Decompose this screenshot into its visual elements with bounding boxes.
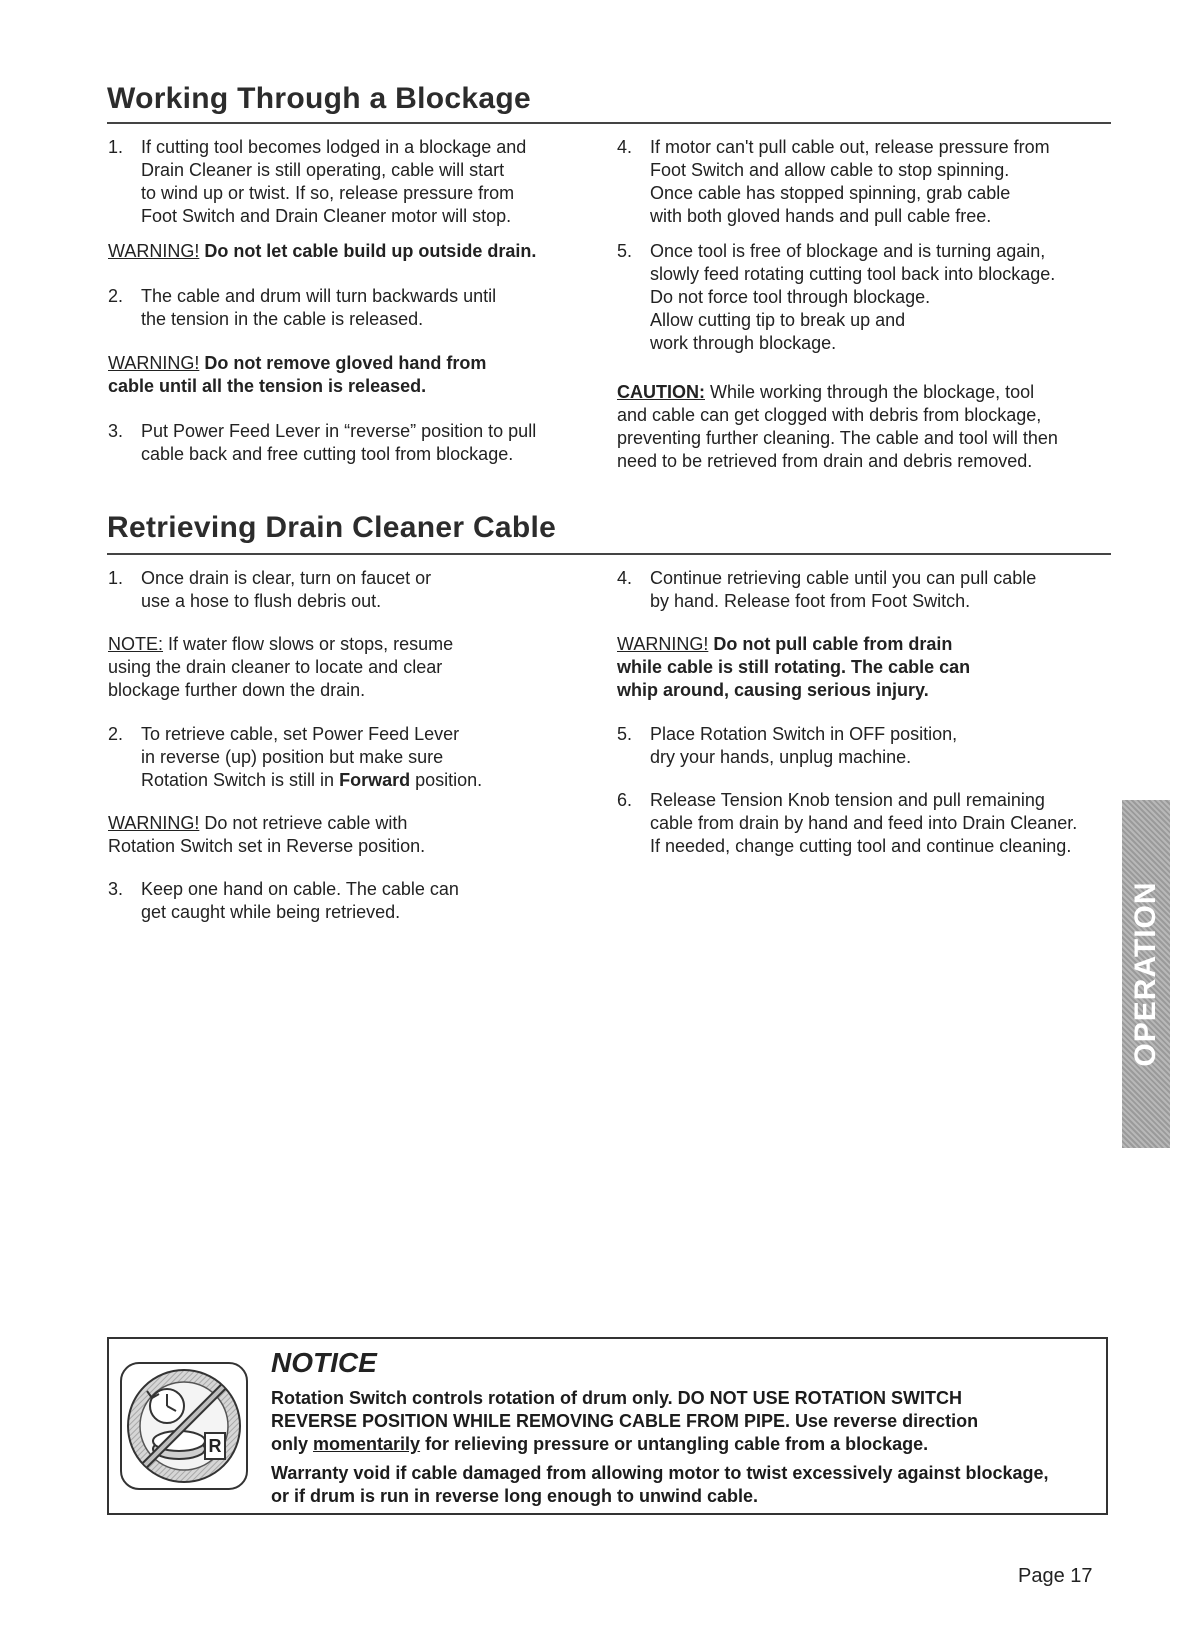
warning-block	[108, 352, 588, 398]
step-item	[108, 723, 588, 792]
step-number: 4.	[617, 568, 633, 588]
step-text: Keep one hand on cable. The cable can	[141, 879, 459, 899]
section-title-retrieving-cable: Retrieving Drain Cleaner Cable	[107, 511, 557, 544]
notice-title: NOTICE	[271, 1347, 377, 1378]
warning-block	[108, 240, 588, 263]
warning-text: cable until all the tension is released.	[108, 376, 427, 396]
section2-step2	[108, 723, 588, 792]
notice-box	[107, 1337, 1108, 1515]
step-number: 1.	[108, 137, 124, 157]
step-text: The cable and drum will turn backwards until	[141, 286, 497, 306]
note-text: blockage further down the drain.	[108, 680, 366, 700]
step-text: Once tool is free of blockage and is turning again,	[650, 241, 1046, 261]
step-text: position.	[410, 770, 483, 790]
step-number: 4.	[617, 137, 633, 157]
step-item	[617, 567, 1107, 613]
step-text: dry your hands, unplug machine.	[650, 747, 912, 767]
warning-label: WARNING!	[108, 353, 200, 373]
step-text: Put Power Feed Lever in “reverse” position to pull	[141, 421, 537, 441]
step-text: to wind up or twist. If so, release pressure from	[141, 183, 515, 203]
caution-text: preventing further cleaning. The cable and tool will then	[617, 428, 1058, 448]
section2-step1	[108, 567, 588, 613]
notice-line: Warranty void if cable damaged from allowing motor to twist excessively against blockage,	[271, 1463, 1049, 1483]
step-number: 2.	[108, 286, 124, 306]
step-text: Foot Switch and allow cable to stop spinning.	[650, 160, 1010, 180]
step-text: the tension in the cable is released.	[141, 309, 424, 329]
caution-text: and cable can get clogged with debris from blockage,	[617, 405, 1042, 425]
step-text: To retrieve cable, set Power Feed Lever	[141, 724, 460, 744]
caution-block	[617, 381, 1107, 473]
step-text: Once drain is clear, turn on faucet or	[141, 568, 432, 588]
page-number: Page 17	[1018, 1565, 1093, 1587]
step-text-emphasis: Forward	[339, 770, 411, 790]
step-text: Continue retrieving cable until you can pull cable	[650, 568, 1037, 588]
warning-label: WARNING!	[108, 813, 200, 833]
step-item	[108, 136, 588, 228]
caution-text: need to be retrieved from drain and debris removed.	[617, 451, 1033, 471]
notice-line: for relieving pressure or untangling cable from a blockage.	[420, 1434, 929, 1454]
note-block	[108, 633, 588, 702]
step-item	[108, 567, 588, 613]
notice-line: REVERSE POSITION WHILE REMOVING CABLE FROM PIPE. Use reverse direction	[271, 1411, 979, 1431]
section2-step3	[108, 878, 588, 924]
no-reverse-rotation-icon	[119, 1361, 249, 1491]
step-item	[108, 878, 588, 924]
step-text: by hand. Release foot from Foot Switch.	[650, 591, 971, 611]
notice-line: or if drum is run in reverse long enough to unwind cable.	[271, 1486, 759, 1506]
notice-text	[271, 1387, 1101, 1508]
step-text: Allow cutting tip to break up and	[650, 310, 906, 330]
warning-block	[617, 633, 1107, 702]
step-item	[108, 420, 588, 466]
step-number: 3.	[108, 421, 124, 441]
step-text: Do not force tool through blockage.	[650, 287, 931, 307]
section2-step4	[617, 567, 1107, 613]
section1-step4	[617, 136, 1107, 228]
icon-r-letter: R	[208, 1436, 222, 1456]
warning-text: Rotation Switch set in Reverse position.	[108, 836, 426, 856]
warning-text: Do not remove gloved hand from	[199, 353, 487, 373]
step-text: If motor can't pull cable out, release pressure from	[650, 137, 1050, 157]
step-text: Release Tension Knob tension and pull remaining	[650, 790, 1045, 810]
step-number: 3.	[108, 879, 124, 899]
step-number: 5.	[617, 241, 633, 261]
notice-line: only	[271, 1434, 314, 1454]
step-text: work through blockage.	[650, 333, 837, 353]
note-text: using the drain cleaner to locate and clear	[108, 657, 443, 677]
step-item	[617, 723, 1107, 769]
step-item	[617, 240, 1107, 355]
notice-emphasis: momentarily	[313, 1434, 421, 1454]
section1-left-column	[108, 136, 588, 228]
section-divider	[107, 553, 1111, 555]
section-title-working-through-blockage: Working Through a Blockage	[107, 82, 531, 115]
section1-step3	[108, 420, 588, 466]
step-text: Once cable has stopped spinning, grab cable	[650, 183, 1011, 203]
step-text: with both gloved hands and pull cable free.	[650, 206, 992, 226]
step-text: Place Rotation Switch in OFF position,	[650, 724, 958, 744]
warning-label: WARNING!	[108, 241, 200, 261]
warning-text: Do not pull cable from drain	[708, 634, 953, 654]
section1-step5	[617, 240, 1107, 355]
note-text: If water flow slows or stops, resume	[163, 634, 454, 654]
warning-block	[108, 812, 588, 858]
note-label: NOTE:	[108, 634, 164, 654]
step-item	[617, 136, 1107, 228]
warning-text: while cable is still rotating. The cable can	[617, 657, 971, 677]
step-number: 6.	[617, 790, 633, 810]
warning-text: Do not let cable build up outside drain.	[199, 241, 537, 261]
step-text: Rotation Switch is still in	[141, 770, 340, 790]
step-text: Foot Switch and Drain Cleaner motor will stop.	[141, 206, 512, 226]
step-text: slowly feed rotating cutting tool back into blockage.	[650, 264, 1056, 284]
step-text: cable from drain by hand and feed into Drain Cleaner.	[650, 813, 1078, 833]
notice-line: Rotation Switch controls rotation of drum only. DO NOT USE ROTATION SWITCH	[271, 1388, 962, 1408]
side-tab-label: OPERATION	[1129, 881, 1162, 1067]
step-number: 1.	[108, 568, 124, 588]
warning-text: Do not retrieve cable with	[199, 813, 408, 833]
step-text: in reverse (up) position but make sure	[141, 747, 444, 767]
caution-text: While working through the blockage, tool	[705, 382, 1035, 402]
step-text: get caught while being retrieved.	[141, 902, 401, 922]
step-item	[617, 789, 1107, 858]
step-text: If needed, change cutting tool and continue cleaning.	[650, 836, 1072, 856]
step-text: Drain Cleaner is still operating, cable will start	[141, 160, 505, 180]
warning-label: WARNING!	[617, 634, 709, 654]
caution-label: CAUTION:	[617, 382, 705, 402]
step-item	[108, 285, 588, 331]
step-text: use a hose to flush debris out.	[141, 591, 382, 611]
section2-step6	[617, 789, 1107, 858]
step-number: 5.	[617, 724, 633, 744]
step-number: 2.	[108, 724, 124, 744]
operation-side-tab	[1122, 800, 1170, 1148]
section2-step5	[617, 723, 1107, 769]
section-divider	[107, 122, 1111, 124]
step-text: cable back and free cutting tool from blockage.	[141, 444, 514, 464]
step-text: If cutting tool becomes lodged in a blockage and	[141, 137, 527, 157]
warning-text: whip around, causing serious injury.	[617, 680, 929, 700]
section1-step2	[108, 285, 588, 331]
